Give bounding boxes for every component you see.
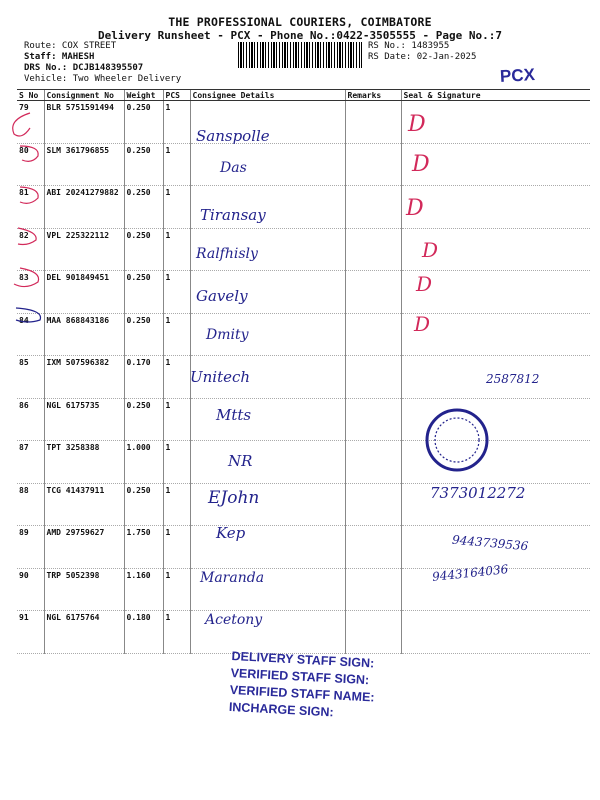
red-initials: D — [414, 312, 431, 336]
cell-pcs: 1 — [163, 313, 190, 356]
cell-sno: 83 — [17, 271, 44, 314]
cell-weight: 1.160 — [124, 568, 163, 611]
cell-sno: 80 — [17, 143, 44, 186]
table-row — [17, 271, 590, 314]
cell-sno: 85 — [17, 356, 44, 399]
cell-sno: 88 — [17, 483, 44, 526]
header-consignee-details: Consignee Details — [190, 90, 345, 101]
header-consignment: Consignment No — [44, 90, 124, 101]
table-header-row — [17, 90, 590, 101]
cell-sno: 89 — [17, 526, 44, 569]
table-row — [17, 143, 590, 186]
cell-pcs: 1 — [163, 186, 190, 229]
barcode — [238, 42, 362, 68]
cell-sno: 90 — [17, 568, 44, 611]
rs-date: RS Date: 02-Jan-2025 — [368, 52, 477, 62]
table-row — [17, 186, 590, 229]
runsheet-meta-right — [368, 41, 476, 63]
incharge-sign-label: INCHARGE SIGN: — [228, 699, 335, 720]
verified-staff-name-label: VERIFIED STAFF NAME: — [229, 682, 375, 705]
handwritten-phone: 7373012272 — [430, 484, 526, 502]
handwritten-consignee: Tiransay — [200, 206, 266, 224]
handwritten-consignee: Maranda — [200, 570, 265, 586]
header-sno: S No — [17, 90, 44, 101]
cell-pcs: 1 — [163, 356, 190, 399]
table-row — [17, 101, 590, 144]
cell-pcs: 1 — [163, 526, 190, 569]
cell-consignee — [190, 441, 345, 484]
cell-sno: 82 — [17, 228, 44, 271]
handwritten-phone: 9443164036 — [431, 562, 509, 584]
cell-pcs: 1 — [163, 271, 190, 314]
cell-consignment: DEL 901849451 — [44, 271, 124, 314]
handwritten-consignee: Kep — [216, 524, 246, 542]
cell-consignment: TPT 3258388 — [44, 441, 124, 484]
cell-pcs: 1 — [163, 483, 190, 526]
cell-weight: 0.170 — [124, 356, 163, 399]
cell-weight: 0.250 — [124, 101, 163, 144]
header-pcs: PCS — [163, 90, 190, 101]
cell-weight: 1.000 — [124, 441, 163, 484]
cell-pcs: 1 — [163, 143, 190, 186]
table-row — [17, 228, 590, 271]
delivery-staff-sign-label: DELIVERY STAFF SIGN: — [231, 648, 375, 671]
cell-seal — [401, 186, 590, 229]
cell-remarks — [345, 526, 401, 569]
cell-sno: 91 — [17, 611, 44, 654]
cell-remarks — [345, 143, 401, 186]
handwritten-consignee: EJohn — [208, 488, 260, 508]
cell-remarks — [345, 313, 401, 356]
handwritten-consignee: Mtts — [216, 406, 252, 424]
cell-remarks — [345, 483, 401, 526]
cell-consignment: ABI 20241279882 — [44, 186, 124, 229]
cell-remarks — [345, 568, 401, 611]
cell-consignee — [190, 398, 345, 441]
red-initials: D — [406, 196, 424, 221]
pcx-stamp: PCX — [499, 65, 536, 86]
header-seal-signature: Seal & Signature — [401, 90, 590, 101]
cell-pcs: 1 — [163, 101, 190, 144]
runsheet-meta-left — [24, 41, 181, 85]
cell-consignment: TCG 41437911 — [44, 483, 124, 526]
cell-sno: 81 — [17, 186, 44, 229]
red-initials: D — [412, 152, 430, 177]
cell-remarks — [345, 441, 401, 484]
handwritten-phone: 9443739536 — [451, 532, 529, 554]
handwritten-consignee: Gavely — [196, 287, 248, 305]
cell-consignee — [190, 143, 345, 186]
handwritten-phone: 2587812 — [486, 372, 540, 386]
cell-weight: 0.180 — [124, 611, 163, 654]
cell-pcs: 1 — [163, 228, 190, 271]
page-title: THE PROFESSIONAL COURIERS, COIMBATORE — [168, 15, 432, 29]
cell-weight: 0.250 — [124, 313, 163, 356]
rs-number: RS No.: 1483955 — [368, 41, 450, 51]
red-initials: D — [422, 238, 439, 262]
cell-remarks — [345, 611, 401, 654]
cell-weight: 0.250 — [124, 143, 163, 186]
drs-number: DRS No.: DCJB148395507 — [24, 63, 144, 73]
handwritten-consignee: NR — [228, 452, 253, 470]
cell-sno: 86 — [17, 398, 44, 441]
cell-weight: 0.250 — [124, 271, 163, 314]
cell-pcs: 1 — [163, 441, 190, 484]
route-text: Route: COX STREET — [24, 41, 117, 51]
table-row — [17, 398, 590, 441]
page-subtitle: Delivery Runsheet - PCX - Phone No.:0422-3505555 - Page No.:7 — [98, 29, 502, 42]
cell-consignment: TRP 5052398 — [44, 568, 124, 611]
handwritten-consignee: Das — [220, 160, 247, 176]
handwritten-consignee: Ralfhisly — [196, 246, 258, 262]
red-initials: D — [408, 112, 426, 137]
cell-consignment: NGL 6175735 — [44, 398, 124, 441]
cell-sno: 79 — [17, 101, 44, 144]
red-initials: D — [416, 272, 433, 296]
cell-remarks — [345, 271, 401, 314]
cell-seal — [401, 398, 590, 441]
cell-sno: 84 — [17, 313, 44, 356]
handwritten-consignee: Sanspolle — [196, 127, 270, 145]
header-remarks: Remarks — [345, 90, 401, 101]
header-weight: Weight — [124, 90, 163, 101]
handwritten-consignee: Acetony — [205, 612, 263, 628]
handwritten-consignee: Unitech — [190, 368, 251, 386]
cell-pcs: 1 — [163, 568, 190, 611]
vehicle-text: Vehicle: Two Wheeler Delivery — [24, 74, 182, 84]
cell-seal — [401, 611, 590, 654]
cell-remarks — [345, 356, 401, 399]
cell-remarks — [345, 101, 401, 144]
cell-remarks — [345, 398, 401, 441]
cell-weight: 0.250 — [124, 228, 163, 271]
cell-weight: 1.750 — [124, 526, 163, 569]
verification-stamp — [228, 648, 376, 723]
cell-consignment: BLR 5751591494 — [44, 101, 124, 144]
cell-consignment: MAA 868843186 — [44, 313, 124, 356]
verified-staff-sign-label: VERIFIED STAFF SIGN: — [230, 665, 370, 688]
cell-consignment: IXM 507596382 — [44, 356, 124, 399]
cell-consignment: VPL 225322112 — [44, 228, 124, 271]
staff-text: Staff: MAHESH — [24, 52, 95, 62]
table-row — [17, 313, 590, 356]
cell-consignee — [190, 526, 345, 569]
cell-sno: 87 — [17, 441, 44, 484]
cell-weight: 0.250 — [124, 186, 163, 229]
cell-consignment: NGL 6175764 — [44, 611, 124, 654]
cell-pcs: 1 — [163, 398, 190, 441]
cell-remarks — [345, 228, 401, 271]
handwritten-consignee: Dmity — [206, 327, 249, 343]
cell-weight: 0.250 — [124, 483, 163, 526]
cell-pcs: 1 — [163, 611, 190, 654]
cell-weight: 0.250 — [124, 398, 163, 441]
table-row — [17, 441, 590, 484]
cell-consignment: AMD 29759627 — [44, 526, 124, 569]
cell-seal — [401, 101, 590, 144]
cell-consignment: SLM 361796855 — [44, 143, 124, 186]
cell-remarks — [345, 186, 401, 229]
table-row — [17, 611, 590, 654]
cell-seal — [401, 441, 590, 484]
